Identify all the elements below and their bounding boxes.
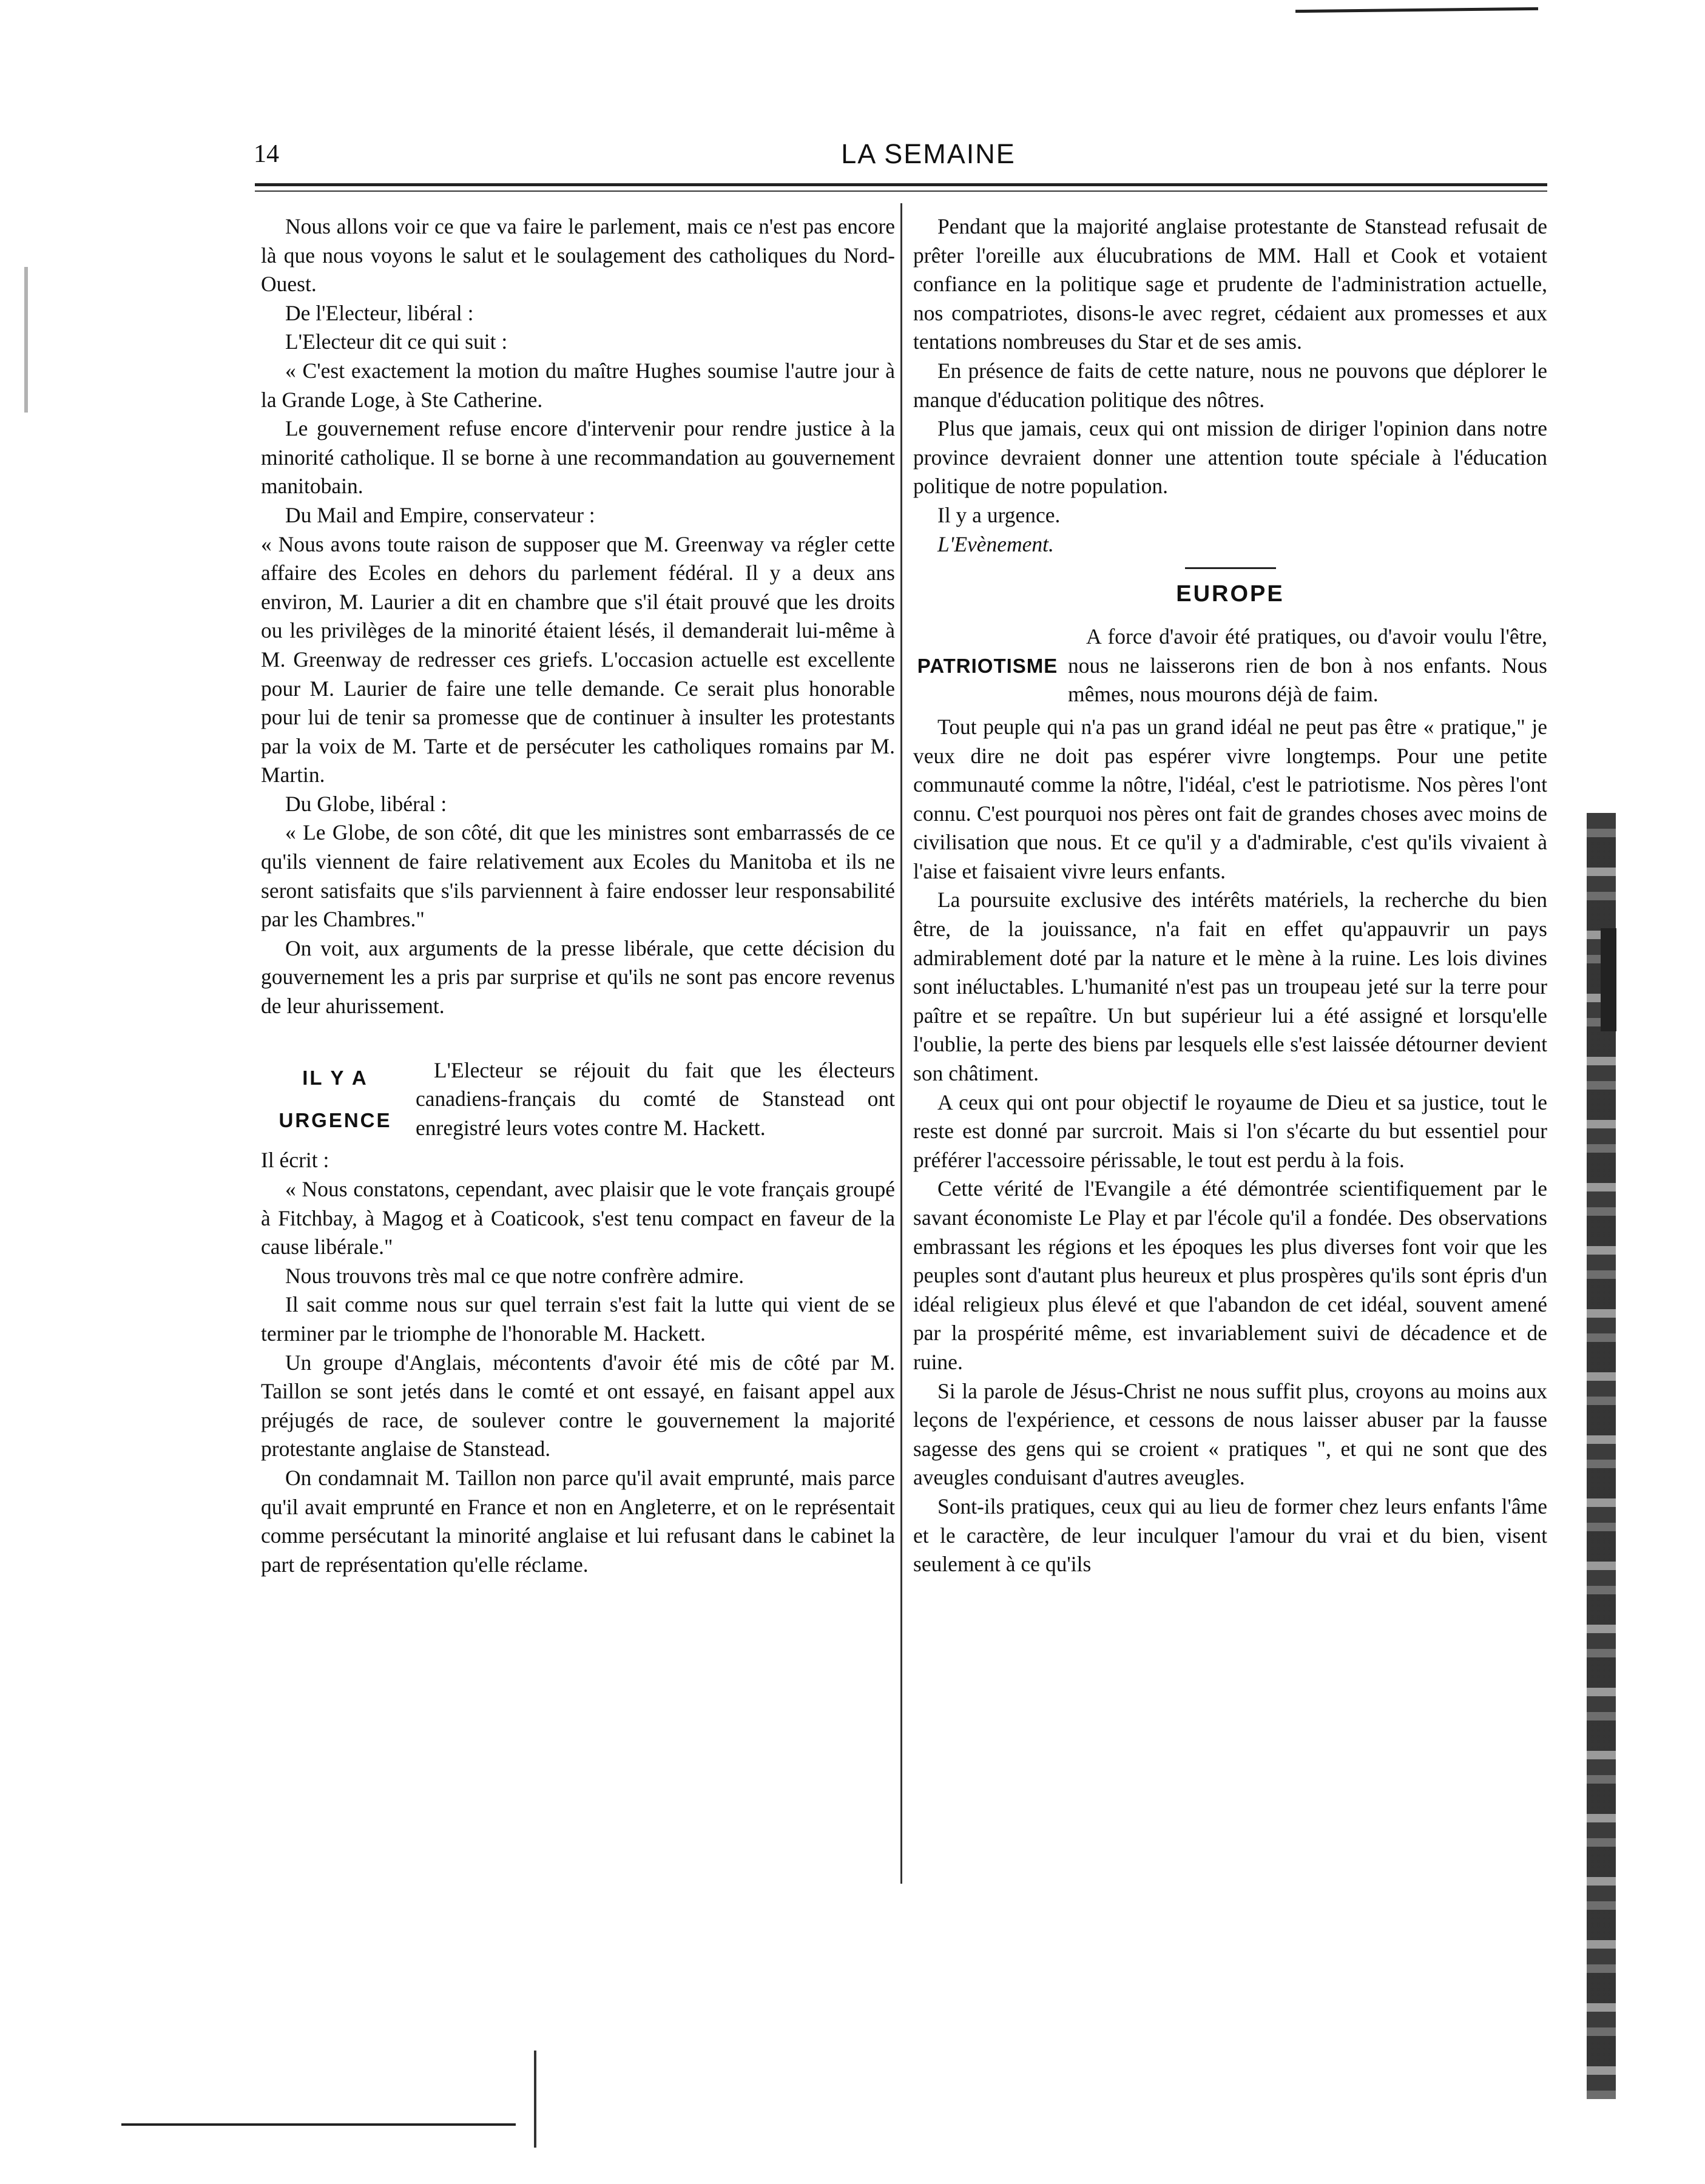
header-rule-thin: [255, 190, 1547, 192]
article-paragraph: Sont-ils pratiques, ceux qui au lieu de former chez leurs enfants l'âme et le caractère, de leur inculquer l'amour du vrai et du bien, visent seulement à ce qu'ils: [913, 1494, 1547, 1577]
article-signature: L'Evènement.: [937, 531, 1054, 556]
section-rule: [1185, 567, 1276, 569]
scan-mark: [121, 2123, 516, 2126]
header-rule: [255, 183, 1547, 186]
column-divider: [900, 203, 902, 1884]
article-paragraph: Du Globe, libéral :: [285, 791, 447, 816]
article-paragraph: De l'Electeur, libéral :: [285, 300, 474, 325]
side-title: PATRIOTISME: [917, 654, 1058, 677]
scan-mark: [534, 2051, 536, 2148]
article-paragraph: Si la parole de Jésus-Christ ne nous suffit plus, croyons au moins aux leçons de l'expérience, et cessons de nous laisser abuser par la fausse sagesse des gens qui se croient « pratiques ", et qui ne sont que des aveugles conduisant d'autres aveugles.: [913, 1378, 1547, 1490]
article-paragraph: En présence de faits de cette nature, nous ne pouvons que déplorer le manque d'éducation politique des nôtres.: [913, 358, 1547, 412]
article-paragraph: Cette vérité de l'Evangile a été démontrée scientifiquement par le savant économiste Le Play et par l'école qu'il a fondée. Des observations embrassant les régions et les époques les plus diverses font voir que les peuples sont d'autant plus heureux et plus prospères qu'ils sont épris d'un idéal religieux plus élevé et que l'abandon de cet idéal, souvent amené par la prospérité même, est invariablement suivi de décadence et de ruine.: [913, 1176, 1547, 1374]
article-paragraph: Il sait comme nous sur quel terrain s'est fait la lutte qui vient de se terminer par le triomphe de l'honorable M. Hackett.: [261, 1292, 895, 1346]
side-title-line: IL Y A: [302, 1067, 368, 1090]
article-paragraph: « Nous avons toute raison de supposer que M. Greenway va régler cette affaire des Ecoles en dehors du parlement fédéral. Il y a deux ans environ, M. Laurier a dit en chambre que s'il était prouvé que les droits ou les privilèges de la minorité étaient lésés, il demanderait lui-même à M. Greenway de redresser ces griefs. L'occasion actuelle est excellente pour M. Laurier de faire une telle demande. Ce serait plus honorable pour lui de tenir sa promesse que de continuer à insulter les protestants par la voix de M. Tarte et de persécuter les catholiques romains par M. Martin.: [261, 531, 895, 787]
section-heading-urgence: [261, 1056, 895, 1143]
article-paragraph: On condamnait M. Taillon non parce qu'il avait emprunté, mais parce qu'il avait emprunté en France et non en Angleterre, et on le représentait comme persécutant la minorité anglaise et lui refusant dans le cabinet la part de représentation qu'elle réclame.: [261, 1465, 895, 1577]
article-paragraph: Du Mail and Empire, conservateur :: [285, 502, 595, 527]
article-paragraph: « Le Globe, de son côté, dit que les ministres sont embarrassés de ce qu'ils viennent de faire relativement aux Ecoles du Manitoba et ils ne seront satisfaits que s'ils parviennent à faire endosser leur responsabilité par les Chambres.": [261, 820, 895, 932]
section-lead-paragraph: L'Electeur se réjouit du fait que les électeurs canadiens-français du comté de Stanstead ont enregistré leurs votes contre M. Hackett.: [416, 1057, 895, 1140]
scan-edge-stain: [1601, 928, 1616, 1031]
article-paragraph: Un groupe d'Anglais, mécontents d'avoir été mis de côté par M. Taillon se sont jetés dans le comté et ont essayé, en faisant appel aux préjugés de race, de soulever contre le gouvernement la majorité protestante anglaise de Stanstead.: [261, 1350, 895, 1461]
article-paragraph: A ceux qui ont pour objectif le royaume de Dieu et sa justice, tout le reste est donné par surcroit. Mais si l'on s'écarte du but essentiel pour préférer l'accessoire périssable, le tout est perdu à la fois.: [913, 1090, 1547, 1172]
article-paragraph: Tout peuple qui n'a pas un grand idéal ne peut pas être « pratique," je veux dire ne doit pas espérer vivre longtemps. Pour une petite communauté comme la nôtre, l'idéal, c'est le patriotisme. Nos pères l'ont connu. C'est pourquoi nos pères ont fait de grandes choses avec moins de civilisation que nous. Et ce qu'il y a d'admirable, c'est qu'ils vivaient à l'aise et faisaient vivre leurs enfants.: [913, 714, 1547, 883]
article-paragraph: Il écrit :: [261, 1148, 329, 1173]
right-articles: [913, 212, 1547, 530]
publication-title: LA SEMAINE: [841, 138, 1016, 169]
article-paragraph: La poursuite exclusive des intérêts matériels, la recherche du bien être, de la jouissance, n'a fait en effet qu'appauvrir un pays admirablement doté par la nature et le mène à la ruine. Les lois divines sont inéluctables. L'humanité n'est pas un troupeau jeté sur la terre pour paître et se repaître. Un but supérieur lui a été assigné et lorsqu'elle l'oublie, la perte des biens par lesquels elle s'est laissée détourner devient son châtiment.: [913, 888, 1547, 1086]
article-paragraph: Pendant que la majorité anglaise protestante de Stanstead refusait de prêter l'oreille aux élucubrations de MM. Hall et Cook et votaient confiance en la politique sage et prudente de l'administration actuelle, nos compatriotes, disons-le avec regret, cédaient aux promesses et aux tentations nombreuses du Star et de ses amis.: [913, 214, 1547, 354]
left-column: [261, 212, 895, 1579]
right-articles-continued: [913, 713, 1547, 1579]
scan-mark: [1295, 7, 1538, 13]
section-title-europe: EUROPE: [1176, 581, 1285, 607]
article-paragraph: Nous allons voir ce que va faire le parlement, mais ce n'est pas encore là que nous voyons le salut et le soulagement des catholiques du Nord-Ouest.: [261, 214, 895, 297]
article-paragraph: « Nous constatons, cependant, avec plaisir que le vote français groupé à Fitchbay, à Magog et à Coaticook, s'est tenu compact en faveur de la cause libérale.": [261, 1177, 895, 1259]
side-title-line: URGENCE: [279, 1109, 392, 1132]
article-paragraph: Plus que jamais, ceux qui ont mission de diriger l'opinion dans notre province devraient donner une attention toute spéciale à l'éducation politique de notre population.: [913, 416, 1547, 499]
section-lead-paragraph: A force d'avoir été pratiques, ou d'avoir voulu l'être, nous ne laisserons rien de bon à nos enfants. Nous mêmes, nous mourons déjà de faim.: [1068, 624, 1547, 707]
right-column: [913, 212, 1547, 1579]
article-paragraph: Il y a urgence.: [937, 502, 1061, 527]
article-paragraph: L'Electeur dit ce qui suit :: [285, 329, 508, 354]
article-paragraph: « C'est exactement la motion du maître Hughes soumise l'autre jour à la Grande Loge, à Ste Catherine.: [261, 358, 895, 412]
section-heading-patriotisme: [913, 622, 1547, 709]
left-articles: [261, 212, 895, 1021]
article-paragraph: On voit, aux arguments de la presse libérale, que cette décision du gouvernement les a pris par surprise et qu'ils ne sont pas encore revenus de leur ahurissement.: [261, 935, 895, 1019]
page-number: 14: [254, 140, 279, 168]
scan-mark: [24, 267, 28, 413]
side-title: [261, 1057, 410, 1142]
europe-section: [913, 567, 1547, 612]
article-paragraph: Nous trouvons très mal ce que notre confrère admire.: [285, 1263, 744, 1288]
left-articles-continued: [261, 1146, 895, 1579]
article-paragraph: Le gouvernement refuse encore d'intervenir pour rendre justice à la minorité catholique. Il se borne à une recommandation au gouvernement manitobain.: [261, 416, 895, 499]
